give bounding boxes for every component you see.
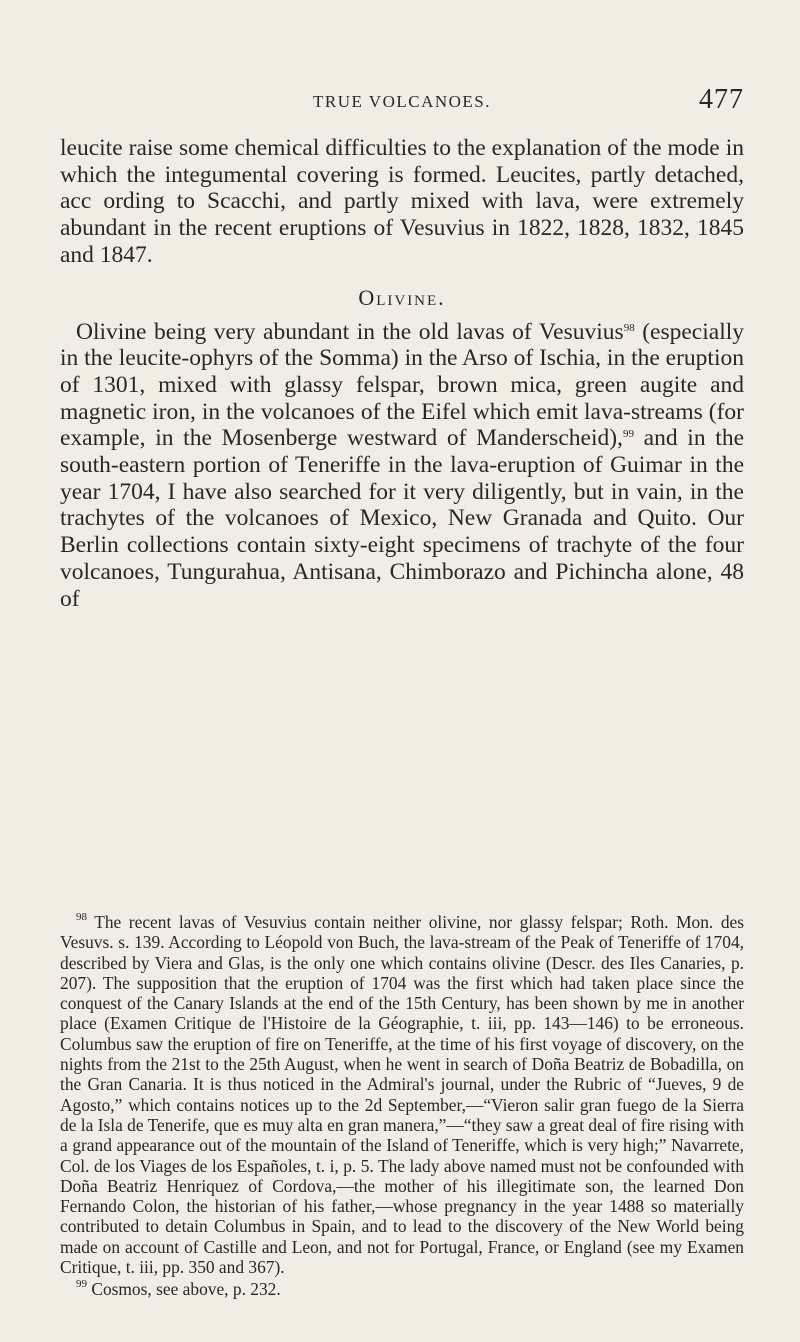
footnote-99-text: Cosmos, see above, p. 232. xyxy=(87,1279,281,1300)
footnote-ref-99: 99 xyxy=(622,428,634,441)
body-text xyxy=(60,135,744,612)
footnote-98 xyxy=(60,912,744,1277)
footnote-ref-98: 98 xyxy=(623,321,635,334)
running-title: TRUE VOLCANOES. xyxy=(312,92,492,111)
footnote-98-text: The recent lavas of Vesuvius contain neither olivine, nor glassy felspar; Roth. Mon. des Vesuvs. s. 139. According to Léopold von Buch, the lava-stream of the Peak of Teneriffe of 1704, described by Viera and Glas, is the only one which contains olivine (Descr. des Iles Canaries, p. 207). The supposition that the eruption of 1704 was the first which had taken place since the conquest of the Canary Islands at the end of the 15th Century, has been shown by me in another place (Examen Critique de l'Histoire de la Géographie, t. iii, pp. 143—146) to be erroneous. Columbus saw the eruption of fire on Teneriffe, at the time of his first voyage of discovery, on the nights from the 21st to the 25th August, when he went in search of Doña Beatriz de Bobadilla, on the Gran Canaria. It is thus noticed in the Admiral's journal, under the Rubric of “Jueves, 9 de Agosto,” which contains notices up to the 2d September,—“Vieron salir gran fuego de la Sierra de la Isla de Tenerife, que es muy alta en gran manera,”—“they saw a great deal of fire rising with a grand appearance out of the mountain of the Island of Teneriffe, which is very high;” Navarrete, Col. de los Viages de los Españoles, t. i, p. 5. The lady above named must not be confounded with Doña Beatriz Henriquez of Cordova,—the mother of his illegitimate son, the learned Don Fernando Colon, the historian of his father,—whose pregnancy in the year 1488 so materially contributed to detain Columbus in Spain, and to lead to the discovery of the New World being made on account of Castille and Leon, and not for Portugal, France, or England (see my Examen Critique, t. iii, pp. 350 and 367). xyxy=(60,912,744,1278)
paragraph-olivine-text-1: Olivine being very abundant in the old lavas of Vesuvius xyxy=(76,318,624,345)
section-heading-olivine: Olivine. xyxy=(358,284,446,310)
paragraph-olivine-text-2: (especially in the leucite-ophyrs of the Somma) in the Arso of Ischia, in the eruption of 1301, mixed with glassy felspar, brown mica, green augite and magnetic iron, in the volcanoes of the Eifel which emit lava-streams (for example, in the Mosenberge westward of Manderscheid), xyxy=(60,318,744,452)
footnotes xyxy=(60,912,744,1300)
page-number: 477 xyxy=(699,84,744,115)
paragraph-olivine xyxy=(60,319,744,613)
page-header xyxy=(60,80,744,120)
paragraph-olivine-text-3: and in the south-eastern portion of Teneriffe in the lava-eruption of Guimar in the year 1704, I have also searched for it very diligently, but in vain, in the trachytes of the volcanoes of Mexico, New Granada and Quito. Our Berlin collections contain sixty-eight specimens of trachyte of the four volcanoes, Tungurahua, Antisana, Chimborazo and Pichincha alone, 48 of xyxy=(60,425,744,612)
footnote-mark-99: 99 xyxy=(76,1278,87,1291)
footnote-99 xyxy=(60,1279,744,1299)
paragraph-leucite: leucite raise some chemical difficulties to the explanation of the mode in which the integumental covering is formed. Leucites, partly detached, acc ording to Scacchi, and partly mixed with lava, were extremely abundant in the recent eruptions of Vesuvius in 1822, 1828, 1832, 1845 and 1847. xyxy=(60,135,744,268)
footnote-mark-98: 98 xyxy=(76,911,87,923)
